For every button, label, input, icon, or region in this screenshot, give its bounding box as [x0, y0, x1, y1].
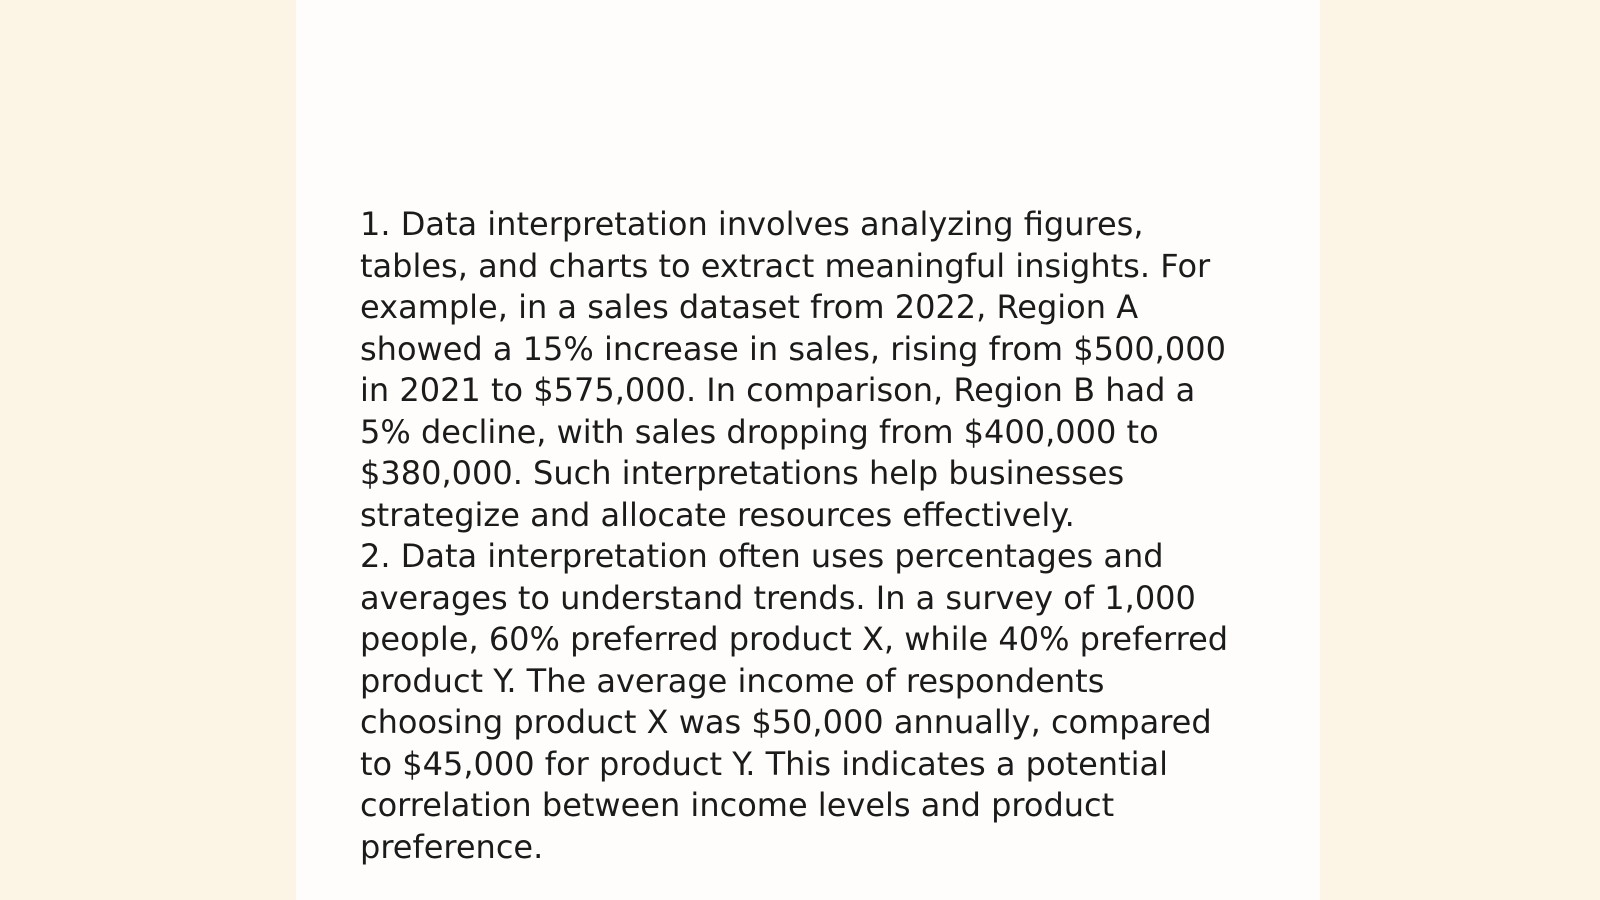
document-body [360, 204, 1260, 868]
paragraph-2: 2. Data interpretation often uses percentages and averages to understand trends. In a survey of 1,000 people, 60% preferred product X, while 40% preferred product Y. The average income of respondents choosing product X was $50,000 annually, compared to $45,000 for product Y. This indicates a potential correlation between income levels and product preference. [360, 537, 1229, 866]
document-page [296, 0, 1320, 900]
paragraph-1: 1. Data interpretation involves analyzing figures, tables, and charts to extract meaningful insights. For example, in a sales dataset from 2022, Region A showed a 15% increase in sales, rising from $500,000 in 2021 to $575,000. In comparison, Region B had a 5% decline, with sales dropping from $400,000 to $380,000. Such interpretations help businesses strategize and allocate resources effectively. [360, 205, 1226, 534]
